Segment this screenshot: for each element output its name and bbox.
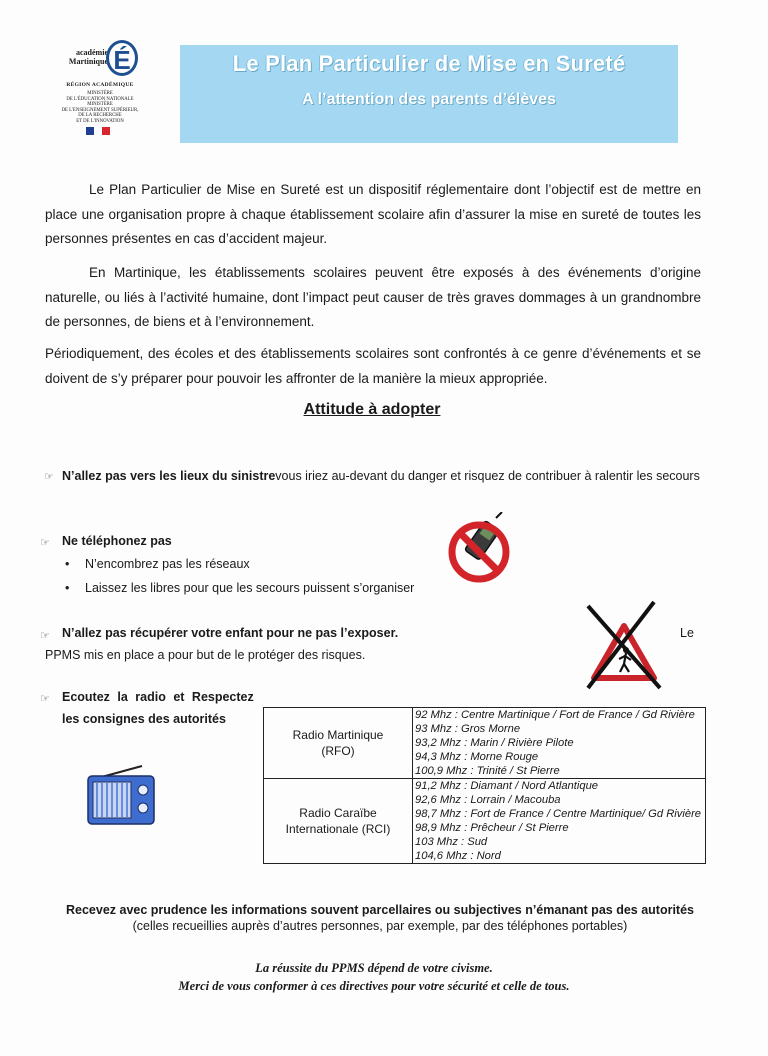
frequency-line: 92,6 Mhz : Lorrain / Macouba — [415, 794, 561, 806]
attitude-4-line-2: les consignes des autorités — [62, 712, 226, 726]
ministry-line: MINISTÈRE — [87, 91, 113, 96]
hand-pointer-icon: ☞ — [40, 693, 50, 705]
station-cell — [264, 708, 413, 779]
warning-note: (celles recueillies auprès d’autres personnes, par exemple, par des téléphones portables) — [132, 919, 628, 933]
attitude-1 — [62, 466, 702, 487]
attitude-3-tail: Le — [680, 626, 694, 640]
attitude-1-title: N’allez pas vers les lieux du sinistre — [62, 469, 276, 483]
frequency-line: 103 Mhz : Sud — [415, 836, 488, 848]
ministry-line: DE L'ENSEIGNEMENT SUPÉRIEUR, — [61, 107, 139, 113]
closing-line-2: Merci de vous conformer à ces directives pour votre sécurité et celle de tous. — [178, 979, 570, 993]
list-item: • Laissez les libres pour que les secours puissent s’organiser — [45, 576, 465, 600]
frequency-line: 104,6 Mhz : Nord — [415, 850, 501, 862]
station-name: Radio Caraïbe — [299, 806, 377, 820]
page-title: Le Plan Particulier de Mise en Sureté — [232, 51, 626, 76]
no-phone-icon — [446, 512, 516, 584]
frequency-line: 93,2 Mhz : Marin / Rivière Pilote — [415, 737, 574, 749]
french-flag-icon — [86, 127, 110, 135]
frequency-line: 91,2 Mhz : Diamant / Nord Atlantique — [415, 780, 599, 792]
radio-frequency-table — [263, 707, 706, 864]
table-row — [264, 779, 706, 864]
intro-paragraph-3: Périodiquement, des écoles et des établissements scolaires sont confrontés à ce genre d’événements et se doivent de s’y préparer pour pouvoir les affronter de la manière la mieux appropriée. — [45, 346, 701, 386]
ministry-line: ET DE L'INNOVATION — [76, 118, 124, 124]
frequency-line: 100,9 Mhz : Trinité / St Pierre — [415, 765, 560, 777]
frequency-line: 98,7 Mhz : Fort de France / Centre Martinique/ Gd Rivière — [415, 808, 702, 820]
ministry-line: DE L'ÉDUCATION NATIONALE — [66, 96, 134, 102]
table-row — [264, 708, 706, 779]
attitude-3-text: PPMS mis en place a pour but de le protéger des risques. — [45, 648, 366, 662]
attitude-3-title-text: N’allez pas récupérer votre enfant pour ne pas l’exposer — [62, 626, 395, 640]
logo-line-martinique: Martinique — [68, 57, 108, 66]
frequency-line: 92 Mhz : Centre Martinique / Fort de France / Gd Rivière — [415, 709, 695, 721]
station-abbrev: Internationale (RCI) — [285, 822, 391, 836]
attitude-3-title: N’allez pas récupérer votre enfant pour ne pas l’exposer. — [62, 626, 399, 640]
attitude-1-text: vous iriez au-devant du danger et risquez de contribuer à ralentir les secours — [275, 469, 700, 483]
hand-pointer-icon: ☞ — [40, 537, 50, 549]
station-name: Radio Martinique — [292, 728, 384, 742]
frequency-line: 98,9 Mhz : Prêcheur / St Pierre — [415, 822, 569, 834]
intro-paragraph-1: Le Plan Particulier de Mise en Sureté est un dispositif réglementaire dont l’objectif est de mettre en place une organisation propre à chaque établissement scolaire afin d’assurer la mise en sureté de toutes les personnes présentes en cas d’accident majeur. — [45, 182, 701, 246]
hand-pointer-icon: ☞ — [40, 630, 50, 642]
ministry-line: MINISTÈRE — [87, 102, 113, 108]
ministry-line: DE LA RECHERCHE — [78, 113, 122, 119]
frequency-line: 94,3 Mhz : Morne Rouge — [415, 751, 539, 763]
frequency-cell — [413, 779, 706, 864]
academy-logo — [40, 38, 160, 148]
page-subtitle: A l’attention des parents d’élèves — [302, 91, 556, 108]
station-cell — [264, 779, 413, 864]
logo-academie-text — [68, 48, 108, 66]
warning-text: Recevez avec prudence les informations souvent parcellaires ou subjectives n’émanant pas des autorités — [65, 903, 694, 917]
attitude-2-title: Ne téléphonez pas — [62, 534, 172, 548]
logo-ministry — [40, 91, 160, 125]
no-children-crossing-icon — [582, 600, 666, 692]
attitude-2-list — [45, 552, 465, 600]
logo-line-academie: académie — [76, 48, 108, 57]
hand-pointer-icon: ☞ — [44, 471, 54, 483]
list-item: • N’encombrez pas les réseaux — [45, 552, 465, 576]
header-banner — [180, 45, 678, 143]
logo-letter: É — [106, 40, 138, 76]
attitude-4-title — [62, 686, 258, 730]
section-heading: Attitude à adopter — [303, 401, 441, 418]
closing-line-1: La réussite du PPMS dépend de votre civisme. — [255, 961, 493, 975]
frequency-cell — [413, 708, 706, 779]
radio-icon — [84, 764, 158, 828]
attitude-4-line-1: Ecoutez la radio et Respectez — [62, 690, 254, 704]
logo-region: RÉGION ACADÉMIQUE — [66, 82, 134, 88]
intro-paragraph-2: En Martinique, les établissements scolaires peuvent être exposés à des événements d’origine naturelle, ou liés à l’activité humaine, dont l’impact peut causer de très graves dommages à un grandnombre de personnes, de biens et à l’environnement. — [45, 265, 701, 329]
station-abbrev: (RFO) — [321, 744, 355, 758]
frequency-line: 93 Mhz : Gros Morne — [415, 723, 521, 735]
